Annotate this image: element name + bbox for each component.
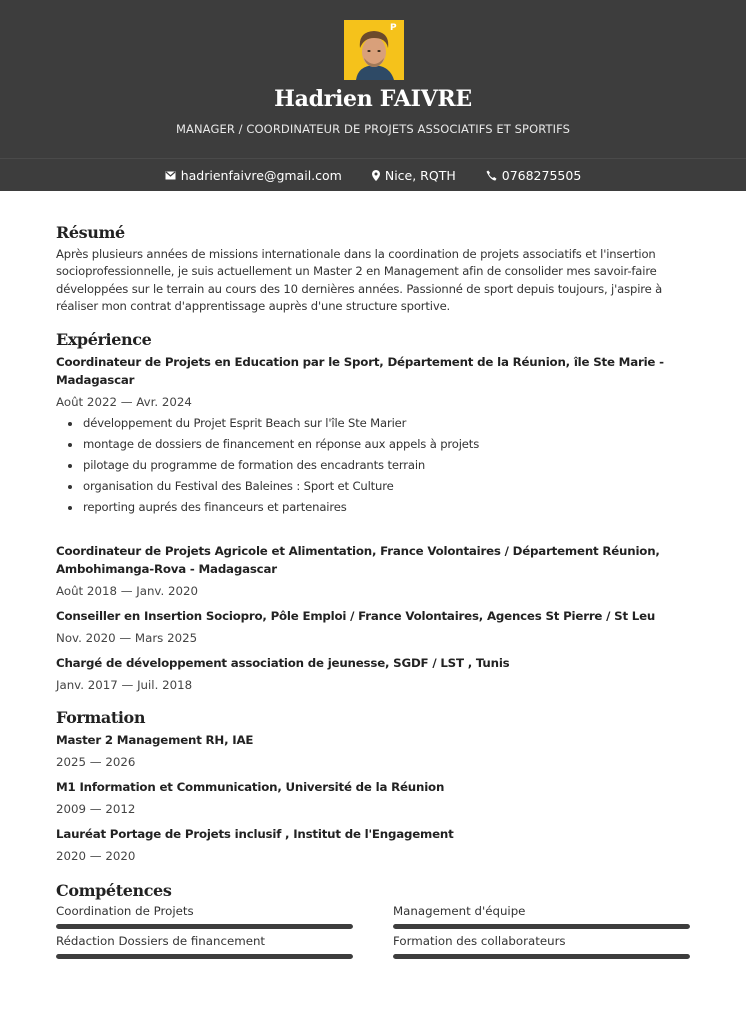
skill-item: [56, 902, 353, 932]
phone-text[interactable]: 0768275505: [501, 167, 582, 183]
header: [0, 0, 746, 158]
section-title-experience: Expérience: [56, 329, 152, 349]
skill-item: [393, 902, 690, 932]
email-text[interactable]: hadrienfaivre@gmail.com: [180, 167, 342, 183]
experience-entry: [56, 607, 690, 647]
skill-bar: [393, 954, 690, 959]
experience-date: Nov. 2020 — Mars 2025: [56, 630, 198, 645]
contact-phone[interactable]: [486, 168, 582, 183]
skill-bar: [56, 954, 353, 959]
formation-title: M1 Information et Communication, Université de la Réunion: [56, 779, 445, 794]
formation-entry: [56, 731, 690, 771]
section-title-resume: Résumé: [56, 223, 125, 242]
skill-item: [393, 932, 690, 962]
map-pin-icon: [372, 170, 380, 181]
experience-title: Conseiller en Insertion Sociopro, Pôle Emploi / France Volontaires, Agences St Pierre / St Leu: [56, 608, 656, 623]
location-text: Nice, RQTH: [384, 167, 456, 183]
formation-title: Lauréat Portage de Projets inclusif , Institut de l'Engagement: [56, 826, 454, 841]
contact-email[interactable]: [165, 168, 342, 183]
skill-bar-fill: [393, 954, 690, 959]
section-title-skills: Compétences: [56, 880, 172, 900]
experience-title: Coordinateur de Projets en Education par le Sport, Département de la Réunion, île Ste Marie - Madagascar: [56, 354, 664, 387]
skill-label: Management d'équipe: [393, 903, 526, 918]
skill-bar-fill: [56, 954, 353, 959]
avatar-illustration: [344, 20, 404, 80]
experience-entry: [56, 654, 690, 694]
skill-bar: [56, 924, 353, 929]
experience-bullets: [56, 413, 690, 518]
experience-entry: [56, 353, 690, 518]
formation-date: 2025 — 2026: [56, 754, 136, 769]
envelope-icon: [165, 171, 176, 180]
svg-text:P: P: [390, 23, 397, 33]
bullet-item: pilotage du programme de formation des encadrants terrain: [83, 455, 690, 476]
experience-date: Août 2018 — Janv. 2020: [56, 583, 199, 598]
candidate-name: Hadrien FAIVRE: [274, 86, 472, 112]
summary-text: Après plusieurs années de missions internationale dans la coordination de projets associatifs et l'insertion socioprofessionnelle, je suis actuellement un Master 2 en Management afin de consolider mes savoir-faire développées sur le terrain au cours des 10 dernières années. Passionné de sport depuis toujours, j'aspire à réaliser mon contrat d'apprentissage auprès d'une structure sportive.: [56, 247, 663, 314]
skill-label: Rédaction Dossiers de financement: [56, 933, 266, 948]
skill-bar-fill: [393, 924, 690, 929]
phone-icon: [486, 170, 497, 181]
formation-date: 2009 — 2012: [56, 801, 136, 816]
experience-date: Janv. 2017 — Juil. 2018: [56, 677, 193, 692]
skill-label: Coordination de Projets: [56, 903, 194, 918]
formation-entry: [56, 825, 690, 865]
skill-bar: [393, 924, 690, 929]
experience-title: Coordinateur de Projets Agricole et Alimentation, France Volontaires / Département Réunion, Ambohimanga-Rova - Madagascar: [56, 543, 660, 576]
contact-bar: [0, 158, 746, 191]
experience-title: Chargé de développement association de jeunesse, SGDF / LST , Tunis: [56, 655, 510, 670]
skill-item: [56, 932, 353, 962]
bullet-item: développement du Projet Esprit Beach sur l'île Ste Marier: [83, 413, 690, 434]
profile-photo: [344, 20, 404, 80]
bullet-item: montage de dossiers de financement en réponse aux appels à projets: [83, 434, 690, 455]
section-title-formation: Formation: [56, 707, 146, 727]
skill-label: Formation des collaborateurs: [393, 933, 566, 948]
skills-grid: [56, 902, 690, 962]
skill-bar-fill: [56, 924, 353, 929]
contact-location: [372, 168, 456, 183]
bullet-item: organisation du Festival des Baleines : Sport et Culture: [83, 476, 690, 497]
formation-date: 2020 — 2020: [56, 848, 136, 863]
candidate-headline: MANAGER / COORDINATEUR DE PROJETS ASSOCIATIFS ET SPORTIFS: [175, 122, 570, 136]
formation-entry: [56, 778, 690, 818]
experience-date: Août 2022 — Avr. 2024: [56, 394, 192, 409]
resume-body: [0, 191, 746, 962]
experience-entry: [56, 542, 690, 600]
bullet-item: reporting auprés des financeurs et partenaires: [83, 497, 690, 518]
formation-title: Master 2 Management RH, IAE: [56, 732, 254, 747]
